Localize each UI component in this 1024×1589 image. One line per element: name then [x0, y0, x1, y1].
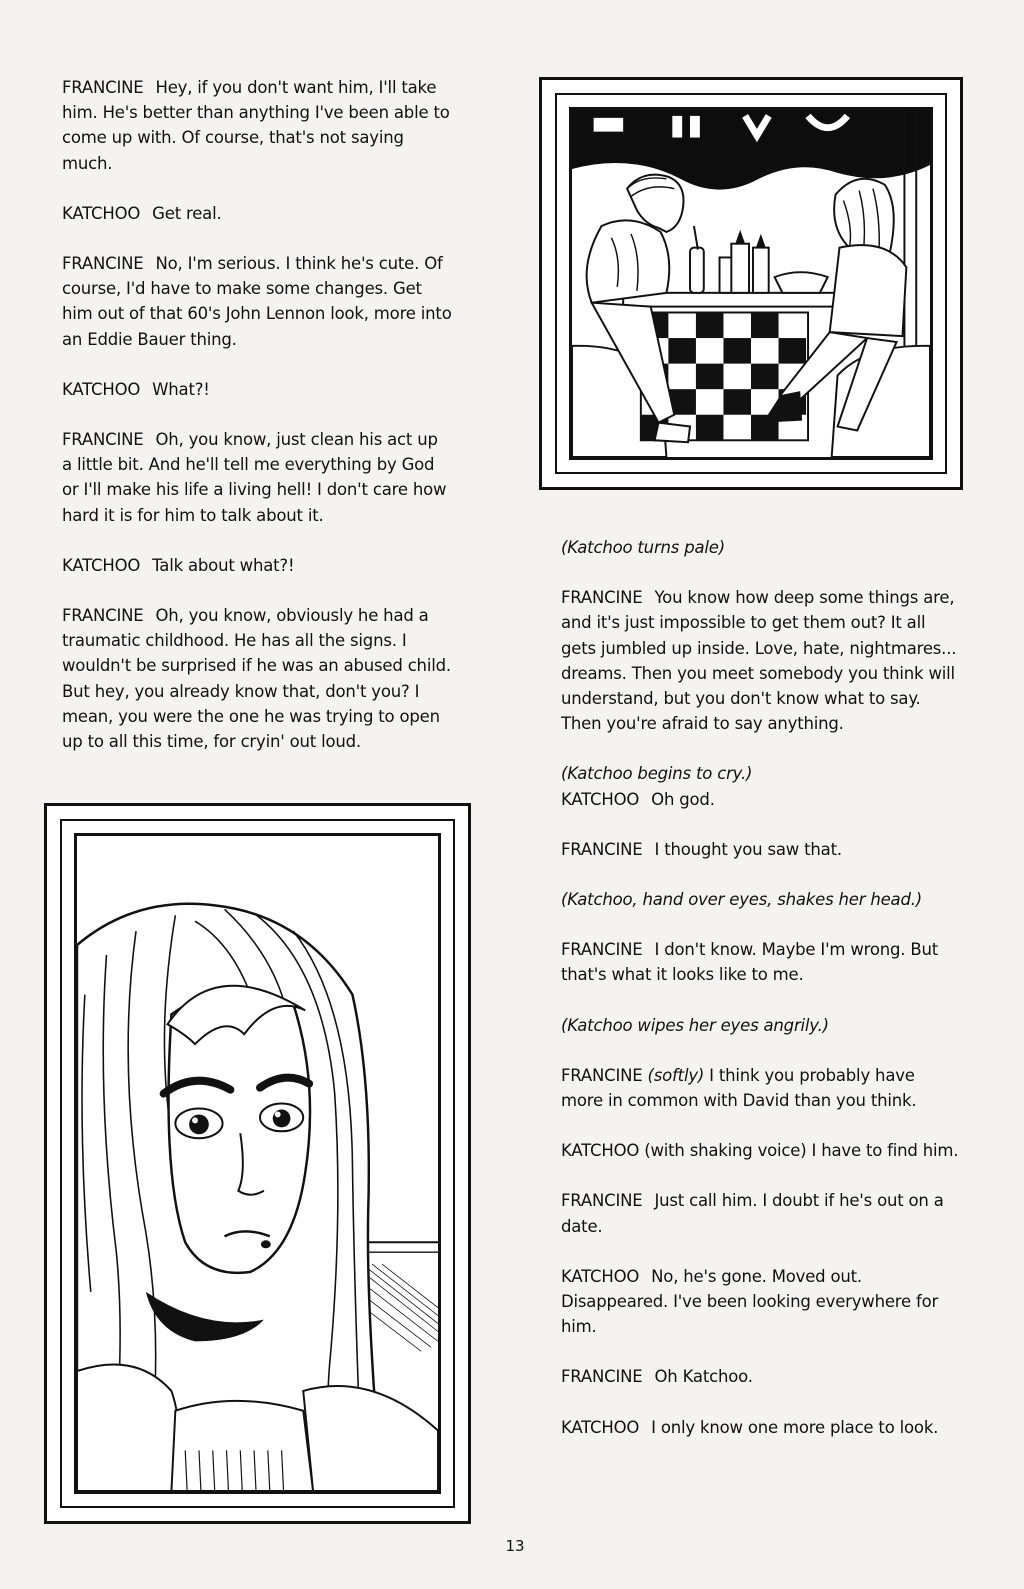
speaker-name: FRANCINE	[62, 78, 144, 97]
dialogue-text: I thought you saw that.	[654, 839, 842, 859]
speaker-name: KATCHOO	[561, 1266, 640, 1286]
dialogue-line	[561, 1415, 961, 1440]
dialogue-text: Hey, if you don't want him, I'll take him. He's better than anything I've been able to come up with. Of course, that's not saying much.	[62, 78, 450, 173]
diner-panel	[539, 77, 963, 490]
dialogue-line	[62, 377, 452, 402]
page-number: 13	[505, 1537, 525, 1555]
speaker-name: FRANCINE	[561, 1065, 643, 1085]
dialogue-line	[62, 251, 452, 352]
dialogue-line	[561, 937, 961, 987]
dialogue-text: You know how deep some things are, and it's just impossible to get them out? It all gets jumbled up inside. Love, hate, nightmares... dreams. Then you meet somebody you think will understand, but you don't know what to say. Then you're afraid to say anything.	[561, 588, 957, 734]
right-script-column	[561, 535, 961, 1465]
dialogue-text: Get real.	[152, 203, 222, 223]
speaker-name: KATCHOO	[561, 1141, 640, 1161]
dialogue-text: No, I'm serious. I think he's cute. Of course, I'd have to make some changes. Get him out of that 60's John Lennon look, more into an Eddie Bauer thing.	[62, 254, 452, 349]
inline-stage-direction: (softly)	[647, 1065, 705, 1085]
speaker-name: KATCHOO	[561, 789, 640, 809]
dialogue-line	[62, 553, 452, 578]
speaker-name: FRANCINE	[561, 1367, 643, 1387]
speaker-name: KATCHOO	[62, 555, 141, 575]
dialogue-line	[561, 585, 961, 736]
stage-direction: (Katchoo begins to cry.)	[561, 764, 753, 784]
dialogue-text: I think you probably have more in common with David than you think.	[561, 1065, 917, 1111]
stage-direction: (Katchoo turns pale)	[561, 538, 725, 557]
stage-direction: (Katchoo, hand over eyes, shakes her head.)	[561, 890, 923, 910]
dialogue-text: Oh, you know, obviously he had a traumatic childhood. He has all the signs. I wouldn't be surprised if he was an abused child. But hey, you already know that, don't you? I mean, you were the one he was trying to open up to all this time, for cryin' out loud.	[62, 606, 451, 752]
speaker-name: FRANCINE	[561, 1191, 643, 1211]
face-closeup-drawing	[77, 836, 438, 1491]
dialogue-text: No, he's gone. Moved out. Disappeared. I've been looking everywhere for him.	[561, 1266, 939, 1337]
speaker-name: KATCHOO	[62, 379, 141, 399]
stage-direction: (Katchoo wipes her eyes angrily.)	[561, 1015, 829, 1035]
speaker-name: KATCHOO	[62, 203, 141, 223]
speaker-name: KATCHOO	[561, 1417, 640, 1437]
dialogue-line	[561, 787, 961, 812]
dialogue-text: Oh god.	[651, 789, 715, 809]
dialogue-text: I don't know. Maybe I'm wrong. But that's what it looks like to me.	[561, 940, 939, 985]
dialogue-line	[561, 1364, 961, 1389]
face-closeup-panel	[44, 803, 471, 1524]
dialogue-line	[561, 837, 961, 862]
dialogue-text: Talk about what?!	[152, 555, 295, 575]
speaker-name: FRANCINE	[62, 430, 144, 450]
diner-illustration	[569, 107, 933, 460]
speaker-name: FRANCINE	[561, 588, 643, 608]
left-script-column	[62, 75, 452, 779]
dialogue-line	[561, 1138, 961, 1163]
dialogue-line	[62, 603, 452, 754]
face-closeup-illustration	[74, 833, 441, 1494]
dialogue-text: (with shaking voice) I have to find him.	[644, 1141, 959, 1161]
speaker-name: FRANCINE	[561, 940, 643, 960]
dialogue-text: I only know one more place to look.	[651, 1417, 939, 1437]
dialogue-line	[561, 1063, 961, 1113]
dialogue-line	[62, 427, 452, 528]
speaker-name: FRANCINE	[561, 839, 643, 859]
dialogue-text: What?!	[152, 379, 210, 399]
dialogue-text: Oh, you know, just clean his act up a little bit. And he'll tell me everything by God or I'll make his life a living hell! I don't care how hard it is for him to talk about it.	[62, 430, 447, 525]
dialogue-line	[561, 1188, 961, 1238]
dialogue-line	[62, 201, 452, 226]
diner-scene-drawing	[572, 110, 930, 457]
dialogue-text: Just call him. I doubt if he's out on a date.	[561, 1191, 944, 1236]
dialogue-text: Oh Katchoo.	[654, 1367, 753, 1387]
dialogue-line	[62, 75, 452, 176]
dialogue-line	[561, 1264, 961, 1340]
speaker-name: FRANCINE	[62, 606, 144, 626]
speaker-name: FRANCINE	[62, 254, 144, 274]
